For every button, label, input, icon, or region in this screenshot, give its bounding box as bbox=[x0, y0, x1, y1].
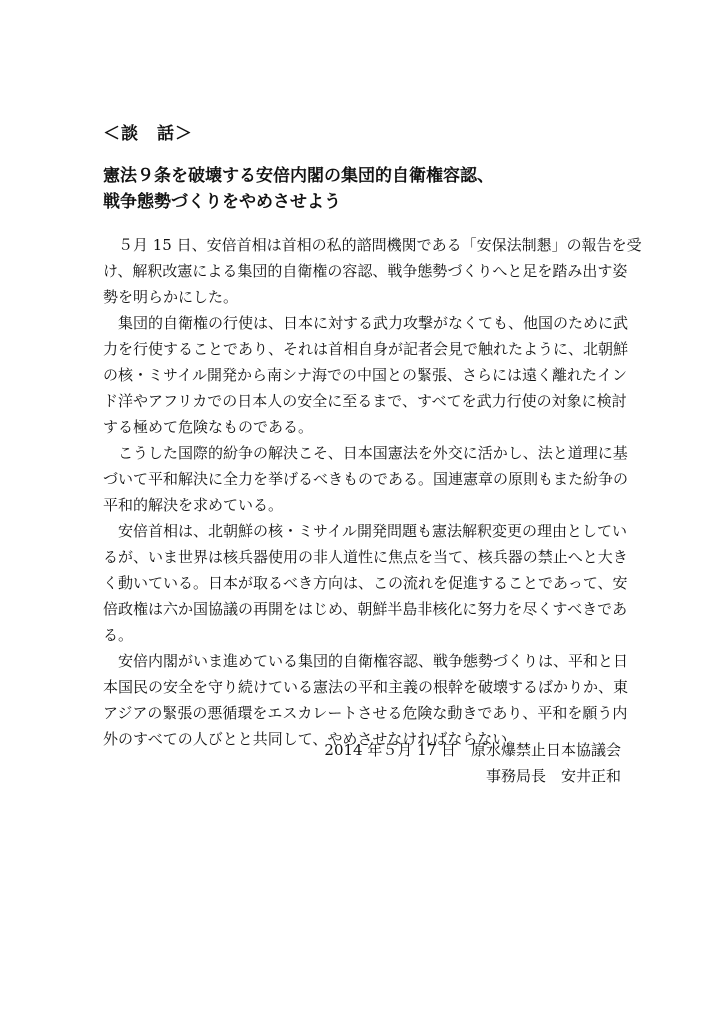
body-line: 安倍内閣がいま進めている集団的自衛権容認、戦争態勢づくりは、平和と日 bbox=[103, 652, 629, 670]
body-line: 勢を明らかにした。 bbox=[103, 288, 239, 306]
title-line: 憲法９条を破壊する安倍内閣の集団的自衛権容認、 bbox=[103, 166, 494, 186]
body-line: こうした国際的紛争の解決こそ、日本国憲法を外交に活かし、法と道理に基 bbox=[103, 444, 628, 462]
body-line: ５月 15 日、安倍首相は首相の私的諮問機関である「安保法制懇」の報告を受 bbox=[103, 236, 642, 254]
body-line: 安倍首相は、北朝鮮の核・ミサイル開発問題も憲法解釈変更の理由としてい bbox=[103, 522, 627, 540]
signature-block bbox=[324, 737, 621, 789]
date-and-organization: 2014 年５月 17 日 原水爆禁止日本協議会 bbox=[324, 741, 621, 759]
body-line: 本国民の安全を守り続けている憲法の平和主義の根幹を破壊するばかりか、東 bbox=[103, 678, 629, 696]
body-line: 力を行使することであり、それは首相自身が記者会見で触れたように、北朝鮮 bbox=[103, 340, 629, 358]
body-line: る。 bbox=[103, 626, 134, 644]
body-line: する極めて危険なものである。 bbox=[103, 418, 314, 436]
body-line: 倍政権は六か国協議の再開をはじめ、朝鮮半島非核化に努力を尽くすべきであ bbox=[103, 600, 628, 618]
body-line: 集団的自衛権の行使は、日本に対する武力攻撃がなくても、他国のために武 bbox=[103, 314, 629, 332]
signatory: 事務局長 安井正和 bbox=[485, 767, 621, 785]
body-line: け、解釈改憲による集団的自衛権の容認、戦争態勢づくりへと足を踏み出す姿 bbox=[103, 262, 628, 280]
body-line: アジアの緊張の悪循環をエスカレートさせる危険な動きであり、平和を願う内 bbox=[103, 704, 628, 722]
body-line: 平和的解決を求めている。 bbox=[103, 496, 284, 514]
statement-body bbox=[103, 232, 642, 752]
body-line: るが、いま世界は核兵器使用の非人道性に焦点を当て、核兵器の禁止へと大き bbox=[103, 548, 628, 566]
title-line: 戦争態勢づくりをやめさせよう bbox=[103, 192, 341, 212]
document-title bbox=[103, 163, 623, 215]
body-line: 外のすべての人びとと共同して、やめさせなければならない。 bbox=[103, 730, 523, 748]
body-line: づいて平和解決に全力を挙げるべきものである。国連憲章の原則もまた紛争の bbox=[103, 470, 629, 488]
body-line: の核・ミサイル開発から南シナ海での中国との緊張、さらには遠く離れたイン bbox=[103, 366, 627, 384]
body-line: ド洋やアフリカでの日本人の安全に至るまで、すべてを武力行使の対象に検討 bbox=[103, 392, 627, 410]
document-type-label: ＜談 話＞ bbox=[103, 124, 193, 144]
body-line: く動いている。日本が取るべき方向は、この流れを促進することであって、安 bbox=[103, 574, 628, 592]
